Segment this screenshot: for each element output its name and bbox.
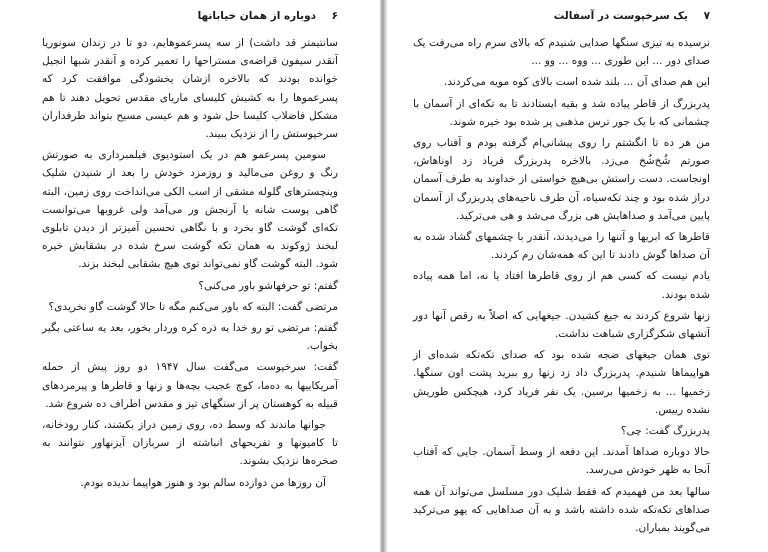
paragraph: من هر ده تا انگشتم را روی پیشانی‌ام گرفته بودم و آفتاب روی صورتم شُخ‌شُخ می‌زد. بالاخره پدربزرگ فریاد زد اوناهاش، اونجاست. دست راستش بی‌هیچ خواستی از خداوند به طرف آسمان دراز شده بود و چند تکه‌سیاه، آن طرف ناحیه‌های پدربزرگ از آسمان پایین می‌آمد و صداهایش هی بزرگ می‌شد و هی می‌ترکید. — [413, 137, 710, 222]
paragraph: گفتم: تو حرفهاشو باور می‌کنی؟ — [198, 279, 338, 292]
paragraph: سومین پسرعمو هم در یک استودیوی فیلمبرداری به صورتش رنگ و روغن می‌مالید و روزمزد خودش را بعد از شنیدن شلیک وینچسترهای گلوله مشقی از اسب الکی می‌انداخت روی زمین، البته گاهی پوست شانه یا آرنجش ور می‌آمد ولی غروبها می‌توانست تکه‌ای گوشت گاو بخرد و با نگاهی تحسین آمیزتر از دیدن تابلوی لبخند ژوکوند به همان تکه گوشت سرخ شده در بشقابش خیره شود. البته گوشت گاو نمی‌تواند توی هیچ بشقابی لبخند بزند. — [42, 149, 338, 271]
paragraph: قاطرها که ابریها و آتنها را می‌دیدند، آنقدر با چشمهای گشاد شده به آن صداها گوش دادند تا این که همه‌شان رم کردند. — [413, 231, 710, 262]
paragraph: نرسیده به تیزی سنگها صدایی شنیدم که بالای سرم راه می‌رفت یک صدای دور ... این طوری ... ووه ... وو ... — [413, 37, 710, 68]
paragraph: گفت: سرخپوست می‌گفت سال ۱۹۴۷ دو روز پیش از حمله آمریکاییها به ده‌ما، کوچ عجیب بچه‌ها و زنها و قاطرها و پیرمردهای قبیله به کوهستان پر از سنگهای تیز و مقدس اطراف ده شروع شد. — [42, 361, 338, 410]
left-running-head: دوباره از همان خیابانها — [197, 10, 316, 22]
right-page-text — [413, 34, 710, 540]
paragraph: سانتیمتر قد داشت) از سه پسرعموهایم، دو تا در زندان سونوریا آنقدر سیفون قراضه‌ی مستراحها را تعمیر کرده و آنقدر شبها انجیل خوانده بودند که بالاخره ازشان یخشودگی موافقت کرد که پسرعموها را به کشیش کلیسای ماریای مقدس تحویل دهند تا هم مشکل فاضلاب کلیسا حل شود و هم عیسی مسیح بتواند طرفداران سرخپوستش را از نزدیک ببیند. — [42, 37, 338, 141]
paragraph: سالها بعد من فهمیدم که فقط شلیک دور مسلسل می‌تواند آن همه صداهای تکه‌تکه شده داشته باشد و به آن صداهایی که یهو می‌ترکید می‌گویند بمباران. — [413, 485, 710, 535]
paragraph: مرتضی گفت: البته که باور می‌کنم مگه تا حالا گوشت گاو نخریدی؟ — [48, 300, 338, 313]
paragraph: این هم صدای آن ... بلند شده است بالای کوه مویه می‌کردند. — [443, 76, 710, 89]
paragraph: پدربزرگ از قاطر پیاده شد و بقیه ایستادند تا به تکه‌ای از آسمان با چشمانی که با یک جور ترس مذهبی پر شده بود خیره شوند. — [413, 97, 710, 128]
left-page-number: ۶ — [331, 10, 338, 22]
left-page-text — [42, 34, 338, 495]
paragraph: یادم نیست که کسی هم از روی قاطرها افتاد یا نه، اما همه پیاده شده بودند. — [413, 270, 710, 301]
paragraph: پدربزرگ گفت: چی؟ — [620, 425, 710, 438]
paragraph: آن روزها من دوازده سالم بود و هنوز هواپیما ندیده بودم. — [80, 476, 326, 489]
left-page — [0, 0, 380, 552]
left-page-header — [42, 10, 338, 26]
paragraph: گفتم: مرتضی تو رو خدا یه ذره کره وردار بخور، بعد یه ساعتی بگیر بخواب. — [42, 322, 338, 353]
paragraph: توی همان جیغهای ضجه شده بود که صدای تکه‌تکه شده‌ای از هواپیماها شنیدم. پدربزرگ داد زد زنها رو ببرید پشت اون سنگها. زخمیها ... به زخمیها برسین. یک نفر فریاد کرد، هیچکس طوریش نشده رییس. — [413, 349, 710, 416]
right-page — [387, 0, 768, 552]
right-running-head: یک سرخپوست در آسفالت — [553, 10, 688, 22]
paragraph: جوانها ماندند که وسط ده، روی زمین دراز بکشند، کنار رودخانه، تا کامیونها و تفریحهای انباشته از سربازان آیزنهاور نتوانند به صخره‌ها نزدیک بشوند. — [42, 419, 338, 468]
book-gutter — [380, 0, 387, 552]
paragraph: حالا دوباره صداها آمدند. این دفعه از وسط آسمان. جایی که آفتاب آنجا به ظهر خودش می‌رسد. — [413, 446, 710, 477]
right-page-number: ۷ — [703, 10, 710, 22]
right-page-header — [413, 10, 710, 26]
paragraph: زنها شروع کردند به جیغ کشیدن. جیغهایی که اصلاً به رقص آنها دور آتشهای شکرگزاری شباهت نداشت. — [413, 309, 710, 341]
